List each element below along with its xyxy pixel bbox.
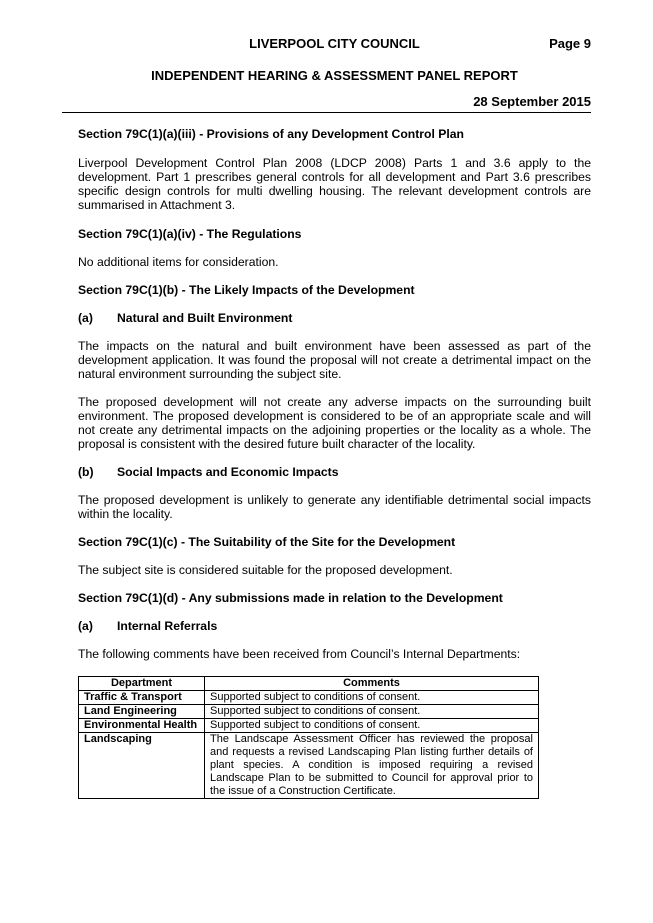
comment-cell: Supported subject to conditions of consent. — [205, 691, 539, 705]
department-header: Department — [79, 677, 205, 691]
header-divider — [62, 112, 591, 113]
dcp-text: Liverpool Development Control Plan 2008 (LDCP 2008) Parts 1 and 3.6 apply to the development. Part 1 prescribes general controls for all development and Part 3.6 prescribes specific design controls for multi dwelling housing. The relevant development controls are summarised in Attachment 3. — [78, 156, 591, 212]
natural-label: (a) — [78, 311, 93, 325]
social-title: Social Impacts and Economic Impacts — [117, 465, 339, 479]
table-row — [79, 719, 539, 733]
dcp-heading: Section 79C(1)(a)(iii) - Provisions of any Development Control Plan — [78, 127, 464, 141]
social-subheading — [78, 465, 591, 479]
comment-cell: Supported subject to conditions of consent. — [205, 705, 539, 719]
comments-header: Comments — [205, 677, 539, 691]
table-row — [79, 705, 539, 719]
natural-text-2: The proposed development will not create any adverse impacts on the surrounding built environment. The proposed development is considered to be of an appropriate scale and will not create any detrimental impacts on the adjoining properties or the locality as a whole. The proposal is consistent with the desired future built character of the locality. — [78, 395, 591, 451]
natural-subheading — [78, 311, 591, 325]
report-body — [78, 125, 591, 799]
natural-text-1: The impacts on the natural and built environment have been assessed as part of the development application. It was found the proposal will not create a detrimental impact on the natural environment surrounding the subject site. — [78, 339, 591, 381]
internal-text: The following comments have been received from Council’s Internal Departments: — [78, 647, 521, 661]
comment-cell: The Landscape Assessment Officer has reviewed the proposal and requests a revised Landscaping Plan listing further details of plant species. A condition is imposed requiring a revised Landscape Plan to be submitted to Council for approval prior to the issue of a Construction Certificate. — [205, 733, 539, 799]
department-cell: Landscaping — [79, 733, 205, 799]
department-cell: Traffic & Transport — [79, 691, 205, 705]
natural-title: Natural and Built Environment — [117, 311, 293, 325]
header-row — [78, 36, 591, 54]
internal-title: Internal Referrals — [117, 619, 218, 633]
regs-heading: Section 79C(1)(a)(iv) - The Regulations — [78, 227, 302, 241]
suitability-heading: Section 79C(1)(c) - The Suitability of the Site for the Development — [78, 535, 456, 549]
table-row — [79, 733, 539, 799]
table-row — [79, 691, 539, 705]
social-text: The proposed development is unlikely to generate any identifiable detrimental social impacts within the locality. — [78, 493, 591, 521]
social-label: (b) — [78, 465, 94, 479]
internal-label: (a) — [78, 619, 93, 633]
report-date: 28 September 2015 — [473, 94, 591, 109]
regs-text: No additional items for consideration. — [78, 255, 279, 269]
council-name: LIVERPOOL CITY COUNCIL — [249, 36, 420, 51]
page-number: Page 9 — [549, 36, 591, 51]
table-header-row — [79, 677, 539, 691]
comment-cell: Supported subject to conditions of consent. — [205, 719, 539, 733]
department-cell: Land Engineering — [79, 705, 205, 719]
impacts-heading: Section 79C(1)(b) - The Likely Impacts of the Development — [78, 283, 415, 297]
suitability-text: The subject site is considered suitable for the proposed development. — [78, 563, 453, 577]
department-cell: Environmental Health — [79, 719, 205, 733]
referrals-table — [78, 676, 539, 799]
internal-subheading — [78, 619, 591, 633]
submissions-heading: Section 79C(1)(d) - Any submissions made in relation to the Development — [78, 591, 503, 605]
report-title: INDEPENDENT HEARING & ASSESSMENT PANEL REPORT — [151, 68, 518, 83]
